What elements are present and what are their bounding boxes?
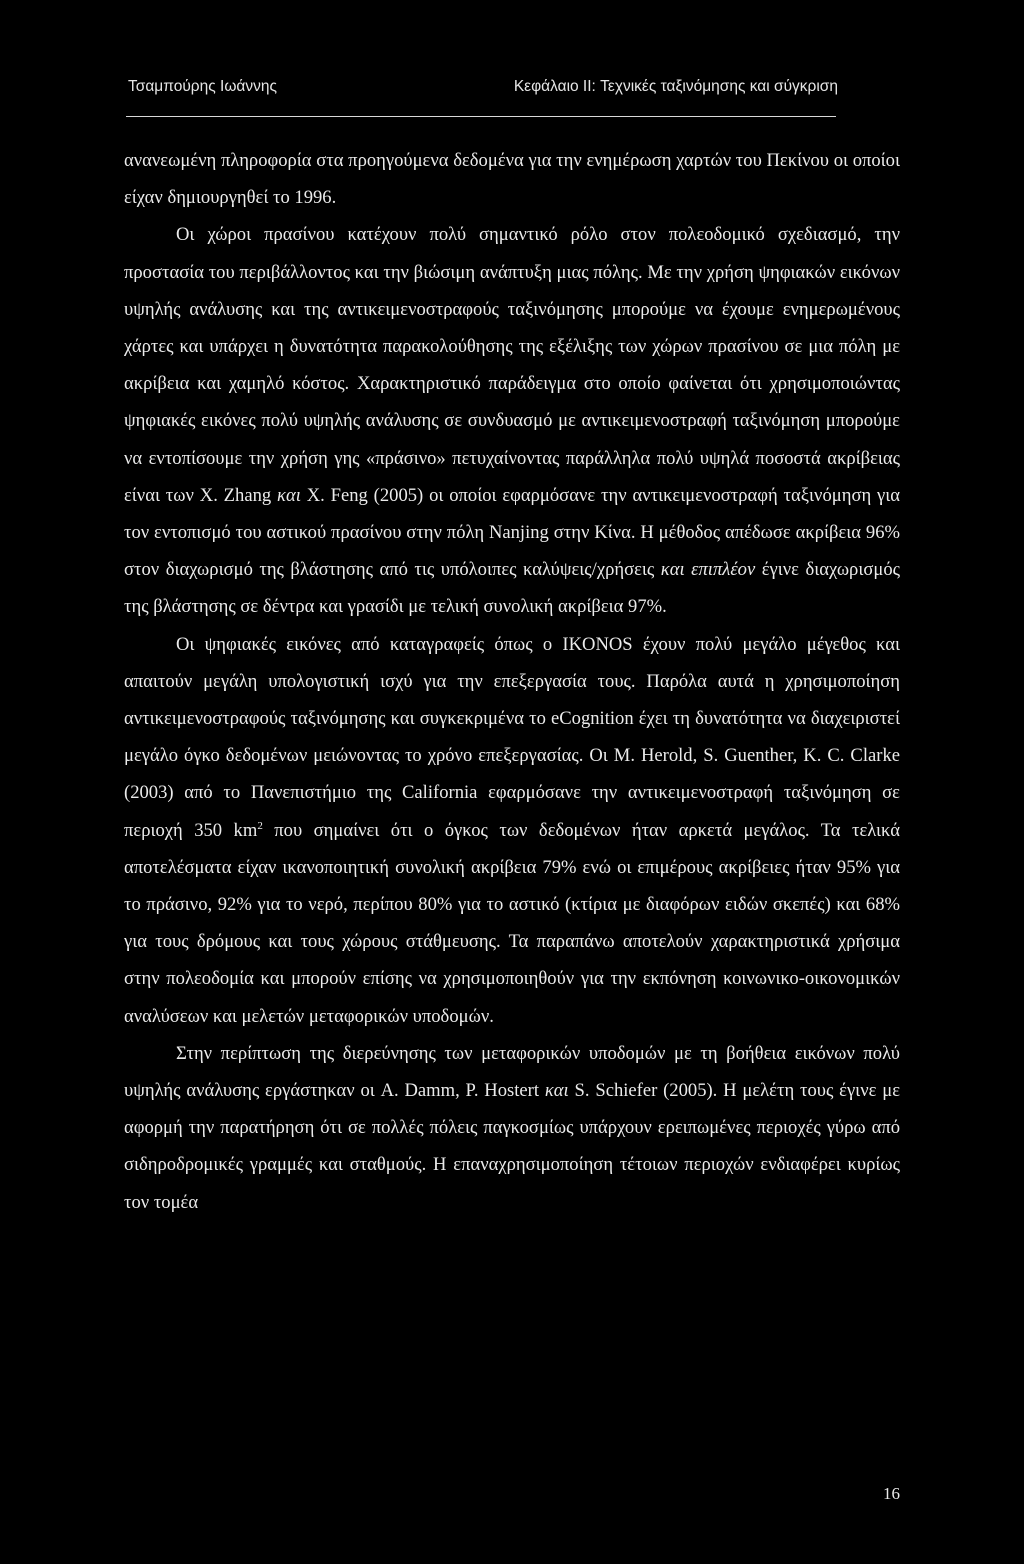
header-author: Τσαμπούρης Ιωάννης [128,78,277,95]
header-rule [126,116,836,117]
running-header [124,74,838,104]
body-text [124,142,900,1221]
superscript-2: 2 [257,819,263,832]
header-chapter-title: Κεφάλαιο II: Τεχνικές ταξινόμησης και σύγκριση [513,78,838,95]
paragraph-3: Οι ψηφιακές εικόνες από καταγραφείς όπως ο IKONOS έχουν πολύ μεγάλο μέγεθος και απαιτούν μεγάλη υπολογιστική ισχύ για την επεξεργασία τους. Παρόλα αυτά η χρησιμοποίηση αντικειμενοστραφούς ταξινόμησης και συγκεκριμένα το eCognition έχει τη δυνατότητα να διαχειριστεί μεγάλο όγκο δεδομένων μειώνοντας το χρόνο επεξεργασίας. Οι M. Herold, S. Guenther, K. C. Clarke (2003) από το Πανεπιστήμιο της California εφαρμόσανε την αντικειμενοστραφή ταξινόμηση σε περιοχή 350 $km^2$ που σημαίνει ότι ο όγκος των δεδομένων ήταν αρκετά μεγάλος. Τα τελικά αποτελέσματα είχαν ικανοποιητική συνολική ακρίβεια 79% ενώ οι επιμέρους ακρίβειες ήταν 95% για το πράσινο, 92% για το νερό, περίπου 80% για το αστικό (κτίρια με διαφόρων ειδών σκεπές) και 68% για τους δρόμους και τους χώρους στάθμευσης. Τα παραπάνω αποτελούν χαρακτηριστικά χρήσιμα στην πολεοδομία και μπορούν επίσης να χρησιμοποιηθούν για την εκπόνηση κοινωνικο-οικονομικών αναλύσεων και μελετών μεταφορικών υποδομών. [124,633,900,1027]
page-number: 16 [883,1484,900,1503]
paragraph-2: Οι χώροι πρασίνου κατέχουν πολύ σημαντικό ρόλο στον πολεοδομικό σχεδιασμό, την προστασία του περιβάλλοντος και την βιώσιμη ανάπτυξη μιας πόλης. Με την χρήση ψηφιακών εικόνων υψηλής ανάλυσης και της αντικειμενοστραφούς ταξινόμησης μπορούμε να έχουμε ενημερωμένους χάρτες και υπάρχει η δυνατότητα παρακολούθησης της εξέλιξης των χώρων πρασίνου σε μια πόλη με ακρίβεια και χαμηλό κόστος. Χαρακτηριστικό παράδειγμα στο οποίο φαίνεται ότι χρησιμοποιώντας ψηφιακές εικόνες πολύ υψηλής ανάλυσης σε συνδυασμό με αντικειμενοστραφή ταξινόμηση μπορούμε να εντοπίσουμε την χρήση γης «πράσινο» πετυχαίνοντας παράλληλα πολύ υψηλά ποσοστά ακρίβειας είναι των X. Zhang και X. Feng (2005) οι οποίοι εφαρμόσανε την αντικειμενοστραφή ταξινόμηση για τον εντοπισμό του αστικού πρασίνου στην πόλη Nanjing στην Κίνα. Η μέθοδος απέδωσε ακρίβεια 96% στον διαχωρισμό της βλάστησης από τις υπόλοιπες καλύψεις/χρήσεις και επιπλέον έγινε διαχωρισμός της βλάστησης σε δέντρα και γρασίδι με τελική συνολική ακρίβεια 97%. [124,224,900,618]
paragraph-4: Στην περίπτωση της διερεύνησης των μεταφορικών υποδομών με τη βοήθεια εικόνων πολύ υψηλής ανάλυσης εργάστηκαν οι A. Damm, P. Hostert και S. Schiefer (2005). Η μελέτη τους έγινε με αφορμή την παρατήρηση ότι σε πολλές πόλεις παγκοσμίως υπάρχουν ερειπωμένες περιοχές γύρω από σιδηροδρομικές γραμμές και σταθμούς. Η επαναχρησιμοποίηση τέτοιων περιοχών ενδιαφέρει κυρίως τον τομέα [124,1042,900,1213]
paragraph-1: ανανεωμένη πληροφορία στα προηγούμενα δεδομένα για την ενημέρωση χαρτών του Πεκίνου οι οποίοι είχαν δημιουργηθεί το 1996. [124,150,900,209]
